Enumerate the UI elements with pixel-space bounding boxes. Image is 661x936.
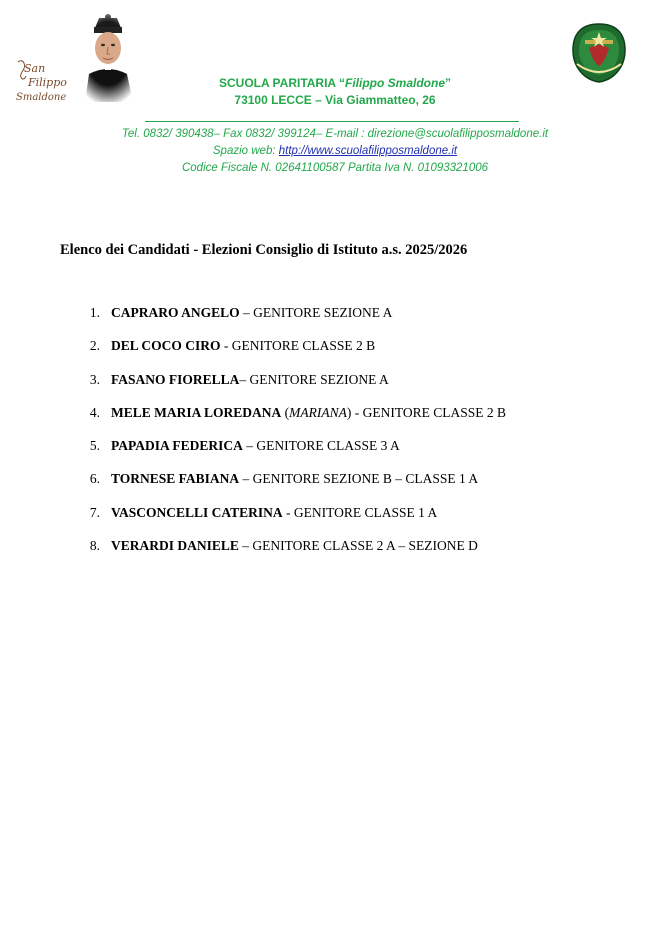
candidate-item: 4. MELE MARIA LOREDANA (MARIANA) - GENITORE CLASSE 2 B [60, 405, 620, 438]
candidate-role: – GENITORE CLASSE 2 A – SEZIONE D [238, 538, 478, 554]
candidate-role: - GENITORE CLASSE 2 B [351, 404, 507, 420]
candidate-role: – GENITORE SEZIONE B – CLASSE 1 A [239, 471, 479, 487]
candidate-item [60, 471, 620, 504]
candidate-item [60, 305, 620, 338]
website-line [60, 143, 610, 159]
candidate-number: 6. [89, 471, 100, 487]
signature-line-3: Smaldone [16, 92, 67, 103]
candidate-item [60, 338, 620, 371]
document-title: Elenco dei Candidati - Elezioni Consiglio di Istituto a.s. 2025/2026 [60, 242, 468, 258]
candidate-name: VERARDI DANIELE [111, 538, 239, 554]
candidate-item [60, 372, 620, 405]
candidate-role: – GENITORE CLASSE 3 A [242, 438, 400, 454]
candidate-number: 8. [89, 538, 100, 554]
school-address: 73100 LECCE – Via Giammatteo, 26 [234, 93, 436, 107]
candidate-name: FASANO FIORELLA [111, 371, 240, 387]
website-label: Spazio web: [212, 145, 279, 157]
candidate-name: PAPADIA FEDERICA [111, 438, 243, 454]
candidate-name: MELE MARIA LOREDANA [111, 404, 282, 420]
header-divider [145, 121, 519, 122]
founder-signature-logo [14, 58, 80, 104]
candidate-role: – GENITORE SEZIONE A [239, 371, 389, 387]
school-name: SCUOLA PARITARIA “Filippo Smaldone” [218, 76, 451, 90]
candidate-role: - GENITORE CLASSE 2 B [220, 338, 376, 354]
candidate-name: CAPRARO ANGELO [111, 305, 240, 320]
candidate-item [60, 505, 620, 538]
candidate-number: 2. [89, 338, 100, 354]
candidate-name: VASCONCELLI CATERINA [111, 504, 283, 520]
candidate-list [60, 305, 620, 571]
candidate-number: 4. [89, 404, 100, 420]
candidate-item [60, 438, 620, 471]
candidate-number: 3. [89, 371, 100, 387]
signature-line-2: Filippo [28, 76, 67, 89]
school-name-italic: Filippo Smaldone [344, 76, 445, 90]
website-link[interactable]: http://www.scuolafilipposmaldone.it [278, 145, 458, 157]
founder-portrait-icon [77, 14, 139, 102]
candidate-role: - GENITORE CLASSE 1 A [282, 504, 438, 520]
candidate-number: 7. [89, 504, 100, 520]
candidate-item [60, 538, 620, 571]
candidate-role: – GENITORE SEZIONE A [239, 305, 393, 320]
signature-line-1: San [24, 62, 46, 75]
candidate-number: 5. [89, 438, 100, 454]
fiscal-codes: Codice Fiscale N. 02641100587 Partita Iva N. 01093321006 [181, 162, 489, 174]
candidate-nickname: MARIANA [289, 404, 347, 420]
school-emblem-icon [571, 22, 627, 84]
candidate-name: TORNESE FABIANA [111, 471, 240, 487]
contact-phone-email: Tel. 0832/ 390438– Fax 0832/ 399124– E-mail : direzione@scuolafilipposmaldone.it [121, 128, 549, 140]
candidate-name: DEL COCO CIRO [111, 338, 221, 354]
candidate-number: 1. [89, 305, 100, 320]
